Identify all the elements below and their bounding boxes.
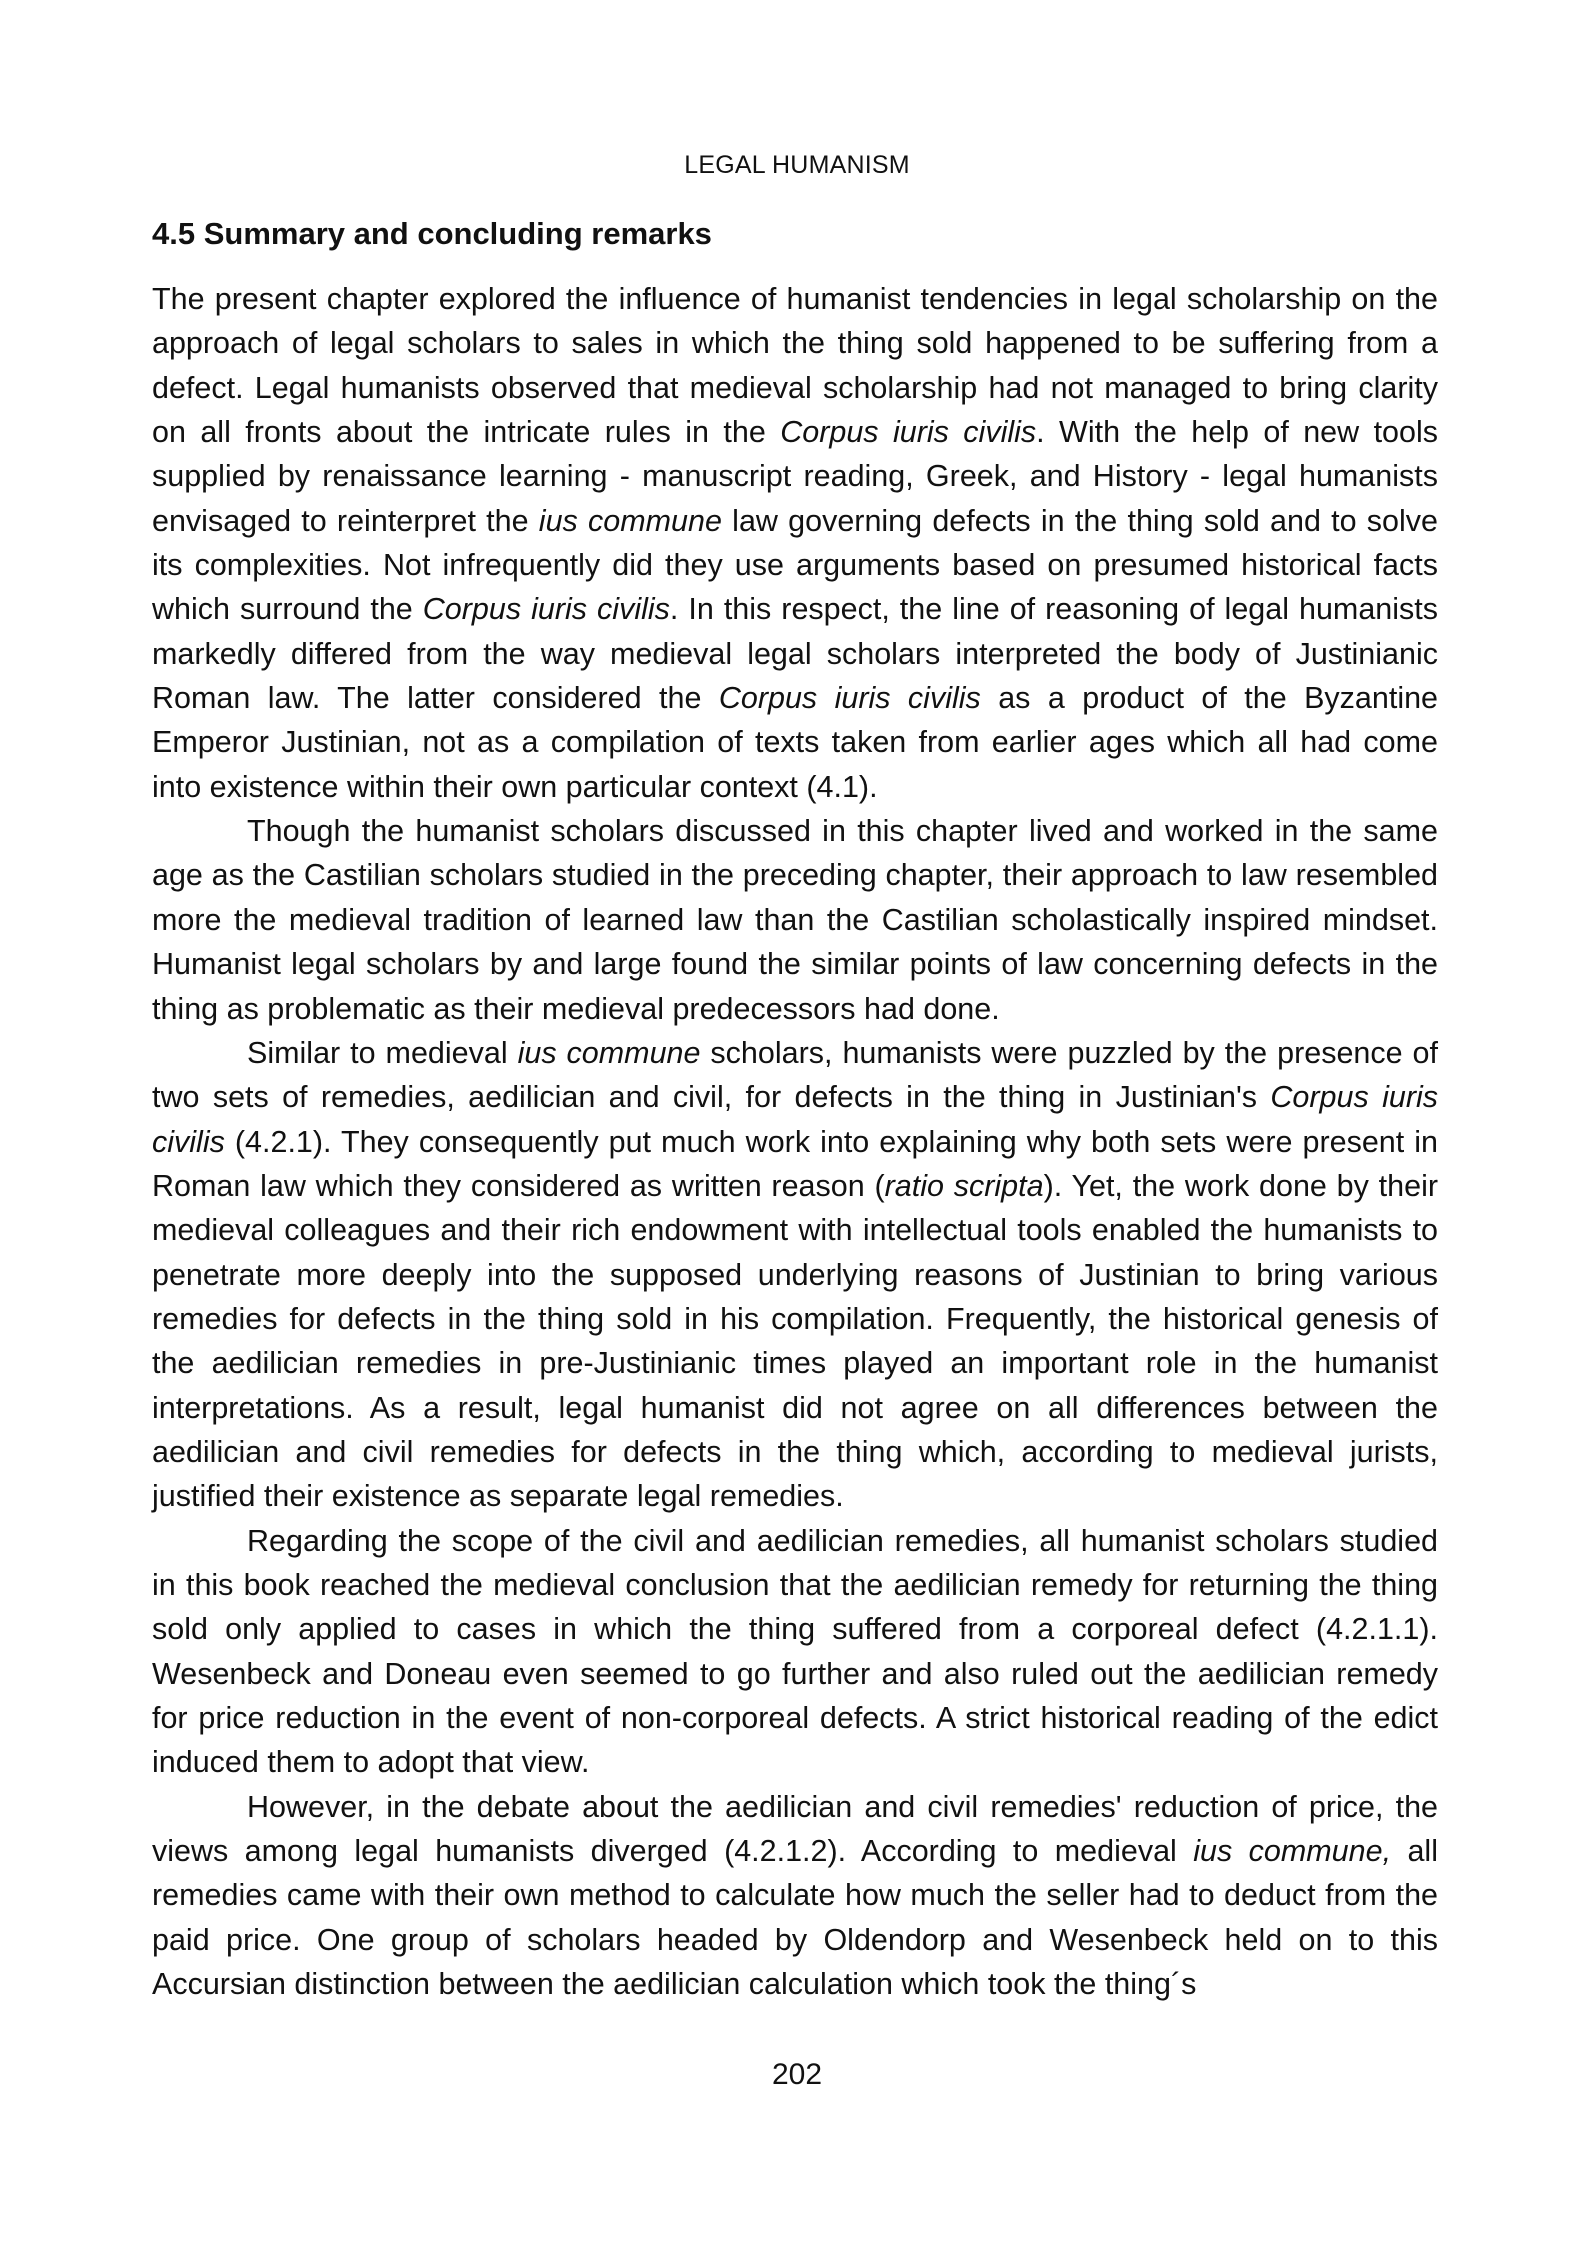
paragraph	[152, 277, 1438, 809]
text-run: . In this respect, the line of reasoning of legal humanists markedly differed from the way medieval legal scholars interpreted the body of Justinianic Roman law. The latter considered the	[152, 592, 1438, 716]
text-run: scholars, humanists were puzzled by the presence of two sets of remedies, aedilician and civil, for defects in the thing in Justinian's	[152, 1035, 1438, 1115]
italic-text: Corpus iuris civilis	[780, 415, 1037, 450]
text-run: (4.2.1). They consequently put much work into explaining why both sets were present in Roman law which they considered as written reason (	[152, 1124, 1438, 1203]
text-run: However, in the debate about the aedilician and civil remedies' reduction of price, the views among legal humanists diverged (4.2.1.2). According to medieval	[152, 1789, 1438, 1869]
running-head: LEGAL HUMANISM	[684, 151, 910, 179]
page-number: 202	[771, 2058, 823, 2091]
italic-text: ius commune	[517, 1035, 701, 1070]
italic-text: Corpus iuris civilis	[152, 1080, 1438, 1159]
text-run: Though the humanist scholars discussed in this chapter lived and worked in the same age as the Castilian scholars studied in the preceding chapter, their approach to law resembled more the medieval tradition of learned law than the Castilian scholastically inspired mindset. Humanist legal scholars by and large found the similar points of law concerning defects in the thing as problematic as their medieval predecessors had done.	[152, 814, 1438, 1026]
text-run: ). Yet, the work done by their medieval colleagues and their rich endowment with intellectual tools enabled the humanists to penetrate more deeply into the supposed underlying reasons of Justinian to bring various remedies for defects in the thing sold in his compilation. Frequently, the historical genesis of the aedilician remedies in pre-Justinianic times played an important role in the humanist interpretations. As a result, legal humanist did not agree on all differences between the aedilician and civil remedies for defects in the thing which, according to medieval jurists, justified their existence as separate legal remedies.	[152, 1168, 1439, 1514]
text-run: The present chapter explored the influence of humanist tendencies in legal scholarship on the approach of legal scholars to sales in which the thing sold happened to be suffering from a defect. Legal humanists observed that medieval scholarship had not managed to bring clarity on all fronts about the intricate rules in the	[152, 282, 1438, 450]
italic-text: Corpus iuris civilis	[718, 681, 981, 716]
text-run: Regarding the scope of the civil and aedilician remedies, all humanist scholars studied in this book reached the medieval conclusion that the aedilician remedy for returning the thing sold only applied to cases in which the thing suffered from a corporeal defect (4.2.1.1). Wesenbeck and Doneau even seemed to go further and also ruled out the aedilician remedy for price reduction in the event of non-corporeal defects. A strict historical reading of the edict induced them to adopt that view.	[152, 1523, 1438, 1780]
body-text	[152, 277, 1438, 2006]
text-run: law governing defects in the thing sold and to solve its complexities. Not infrequently did they use arguments based on presumed historical facts which surround the	[152, 503, 1438, 627]
text-run: all remedies came with their own method to calculate how much the seller had to deduct from the paid price. One group of scholars headed by Oldendorp and Wesenbeck held on to this Accursian distinction between the aedilician calculation which took the thing´s	[152, 1834, 1438, 2002]
italic-text: ratio scripta	[884, 1168, 1044, 1203]
paragraph	[152, 809, 1438, 1031]
italic-text: ius commune,	[1193, 1834, 1392, 1869]
paragraph	[152, 1785, 1438, 2007]
italic-text: Corpus iuris civilis	[422, 592, 670, 627]
text-run: . With the help of new tools supplied by renaissance learning - manuscript reading, Greek, and History - legal humanists envisaged to reinterpret the	[152, 415, 1439, 538]
italic-text: ius commune	[538, 503, 722, 538]
text-run: as a product of the Byzantine Emperor Justinian, not as a compilation of texts taken from earlier ages which all had come into existence within their own particular context (4.1).	[152, 681, 1439, 804]
section-title: 4.5 Summary and concluding remarks	[152, 216, 712, 251]
text-run: Similar to medieval	[247, 1035, 518, 1070]
paragraph	[152, 1031, 1438, 1519]
paragraph	[152, 1519, 1438, 1785]
